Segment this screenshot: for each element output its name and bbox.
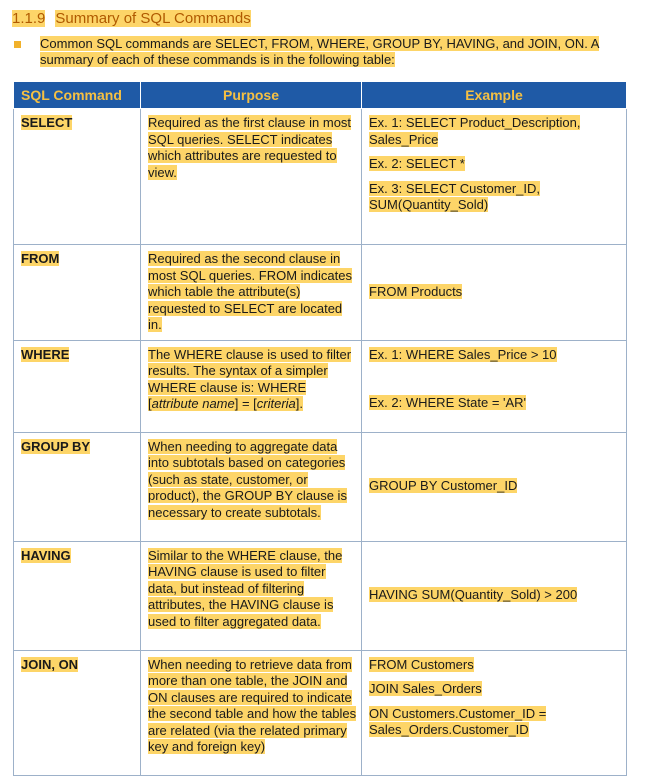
sql-commands-table <box>13 81 627 776</box>
command-group-by: GROUP BY <box>21 438 91 454</box>
purpose-cell <box>141 541 362 650</box>
command-cell <box>14 541 141 650</box>
example-select-3: Ex. 3: SELECT Customer_ID, SUM(Quantity_Sold) <box>369 180 540 212</box>
example-having: HAVING SUM(Quantity_Sold) > 200 <box>369 587 578 603</box>
example-cell <box>362 109 627 245</box>
example-cell <box>362 245 627 341</box>
purpose-from: Required as the second clause in most SQL queries. FROM indicates which table the attribute(s) requested to SELECT are located in. <box>148 251 352 332</box>
command-having: HAVING <box>21 547 71 563</box>
purpose-where-suffix: ]. <box>295 396 304 411</box>
purpose-where-prefix: The WHERE clause is used to filter results. The syntax of a simpler WHERE clause is: WHERE [ <box>148 346 352 411</box>
purpose-having: Similar to the WHERE clause, the HAVING clause is used to filter data, but instead of filtering attributes, the HAVING clause is used to filter aggregated data. <box>148 547 343 629</box>
example-cell <box>362 432 627 541</box>
table-header-row <box>14 82 627 109</box>
section-number: 1.1.9 <box>12 10 46 27</box>
example-from: FROM Products <box>369 284 463 299</box>
intro-text: Common SQL commands are SELECT, FROM, WHERE, GROUP BY, HAVING, and JOIN, ON. A summary of each of these commands is in the following table: <box>40 36 600 67</box>
command-select: SELECT <box>21 115 73 130</box>
section-heading <box>12 10 251 27</box>
command-from: FROM <box>21 251 60 266</box>
purpose-cell <box>141 650 362 775</box>
purpose-where-criteria: criteria <box>256 396 296 411</box>
command-cell <box>14 650 141 775</box>
table-row <box>14 432 627 541</box>
table-row <box>14 541 627 650</box>
purpose-where-attribute: attribute name <box>151 396 235 411</box>
header-sql-command: SQL Command <box>14 82 141 109</box>
example-cell <box>362 541 627 650</box>
section-title: Summary of SQL Commands <box>55 10 251 27</box>
example-group-by: GROUP BY Customer_ID <box>369 478 518 494</box>
command-cell <box>14 245 141 341</box>
table-row <box>14 650 627 775</box>
header-example: Example <box>362 82 627 109</box>
example-spacer <box>369 363 619 395</box>
purpose-cell <box>141 245 362 341</box>
command-where: WHERE <box>21 346 70 362</box>
example-cell <box>362 650 627 775</box>
example-cell <box>362 340 627 432</box>
purpose-where <box>148 347 351 412</box>
purpose-cell <box>141 109 362 245</box>
command-cell <box>14 109 141 245</box>
example-select-1: Ex. 1: SELECT Product_Description, Sales_Price <box>369 115 581 147</box>
purpose-group-by: When needing to aggregate data into subtotals based on categories (such as state, customer, or product), the GROUP BY clause is necessary to create subtotals. <box>148 438 347 520</box>
example-join-2: JOIN Sales_Orders <box>369 681 482 696</box>
purpose-select: Required as the first clause in most SQL queries. SELECT indicates which attributes are requested to view. <box>148 115 352 180</box>
example-select-2: Ex. 2: SELECT * <box>369 156 465 171</box>
table-row <box>14 340 627 432</box>
example-join-1: FROM Customers <box>369 656 474 672</box>
intro-text-wrap <box>40 36 624 68</box>
command-join-on: JOIN, ON <box>21 656 79 672</box>
table-row <box>14 245 627 341</box>
header-purpose: Purpose <box>141 82 362 109</box>
intro-bullet <box>14 36 624 68</box>
purpose-cell <box>141 340 362 432</box>
command-cell <box>14 340 141 432</box>
purpose-cell <box>141 432 362 541</box>
square-bullet-icon <box>14 41 21 48</box>
example-where-2: Ex. 2: WHERE State = 'AR' <box>369 395 527 410</box>
example-where-1: Ex. 1: WHERE Sales_Price > 10 <box>369 346 557 362</box>
command-cell <box>14 432 141 541</box>
purpose-join-on: When needing to retrieve data from more than one table, the JOIN and ON clauses are required to indicate the second table and how the tables are related (via the related primary key and foreign key) <box>148 656 357 754</box>
purpose-where-mid: ] = [ <box>234 396 257 411</box>
table-row <box>14 109 627 245</box>
example-join-3: ON Customers.Customer_ID = Sales_Orders.Customer_ID <box>369 705 547 737</box>
